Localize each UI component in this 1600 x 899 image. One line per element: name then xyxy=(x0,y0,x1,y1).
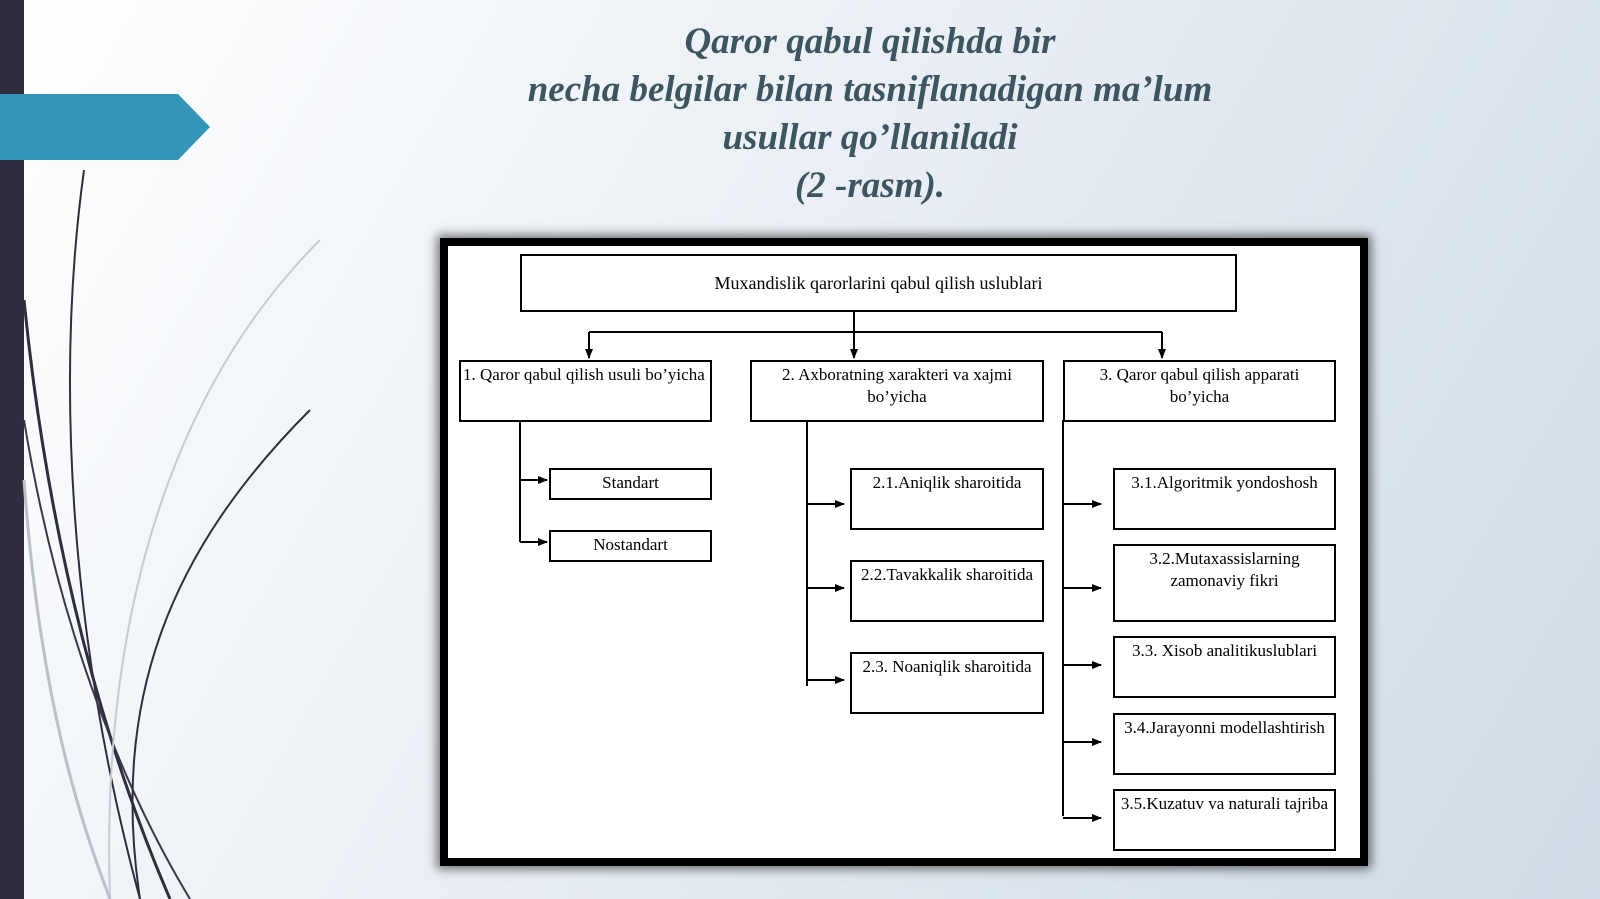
leaf-node: 3.2.Mutaxassislarning zamonaviy fikri xyxy=(1113,544,1336,622)
accent-arrow-shape xyxy=(0,94,210,160)
leaf-node: 2.2.Tavakkalik sharoitida xyxy=(850,560,1044,622)
leaf-node: 2.3. Noaniqlik sharoitida xyxy=(850,652,1044,714)
leaf-node: Standart xyxy=(549,468,712,500)
diagram-figure xyxy=(440,238,1368,866)
leaf-node: 3.5.Kuzatuv va naturali tajriba xyxy=(1113,789,1336,851)
category-node-3: 3. Qaror qabul qilish apparati bo’yicha xyxy=(1063,360,1336,422)
title-line: usullar qo’llaniladi xyxy=(722,117,1018,158)
leaf-node: 2.1.Aniqlik sharoitida xyxy=(850,468,1044,530)
title-line: (2 -rasm). xyxy=(794,165,946,206)
leaf-node: 3.3. Xisob analitikuslublari xyxy=(1113,636,1336,698)
slide-title xyxy=(430,18,1310,210)
category-node-2: 2. Axboratning xarakteri va xajmi bo’yicha xyxy=(750,360,1044,422)
leaf-node: 3.1.Algoritmik yondoshosh xyxy=(1113,468,1336,530)
title-line: Qaror qabul qilishda bir xyxy=(684,21,1056,62)
root-node: Muxandislik qarorlarini qabul qilish uslublari xyxy=(520,254,1237,312)
leaf-node: 3.4.Jarayonni modellashtirish xyxy=(1113,713,1336,775)
category-node-1: 1. Qaror qabul qilish usuli bo’yicha xyxy=(459,360,712,422)
title-line: necha belgilar bilan tasniflanadigan ma’lum xyxy=(527,69,1213,110)
leaf-node: Nostandart xyxy=(549,530,712,562)
